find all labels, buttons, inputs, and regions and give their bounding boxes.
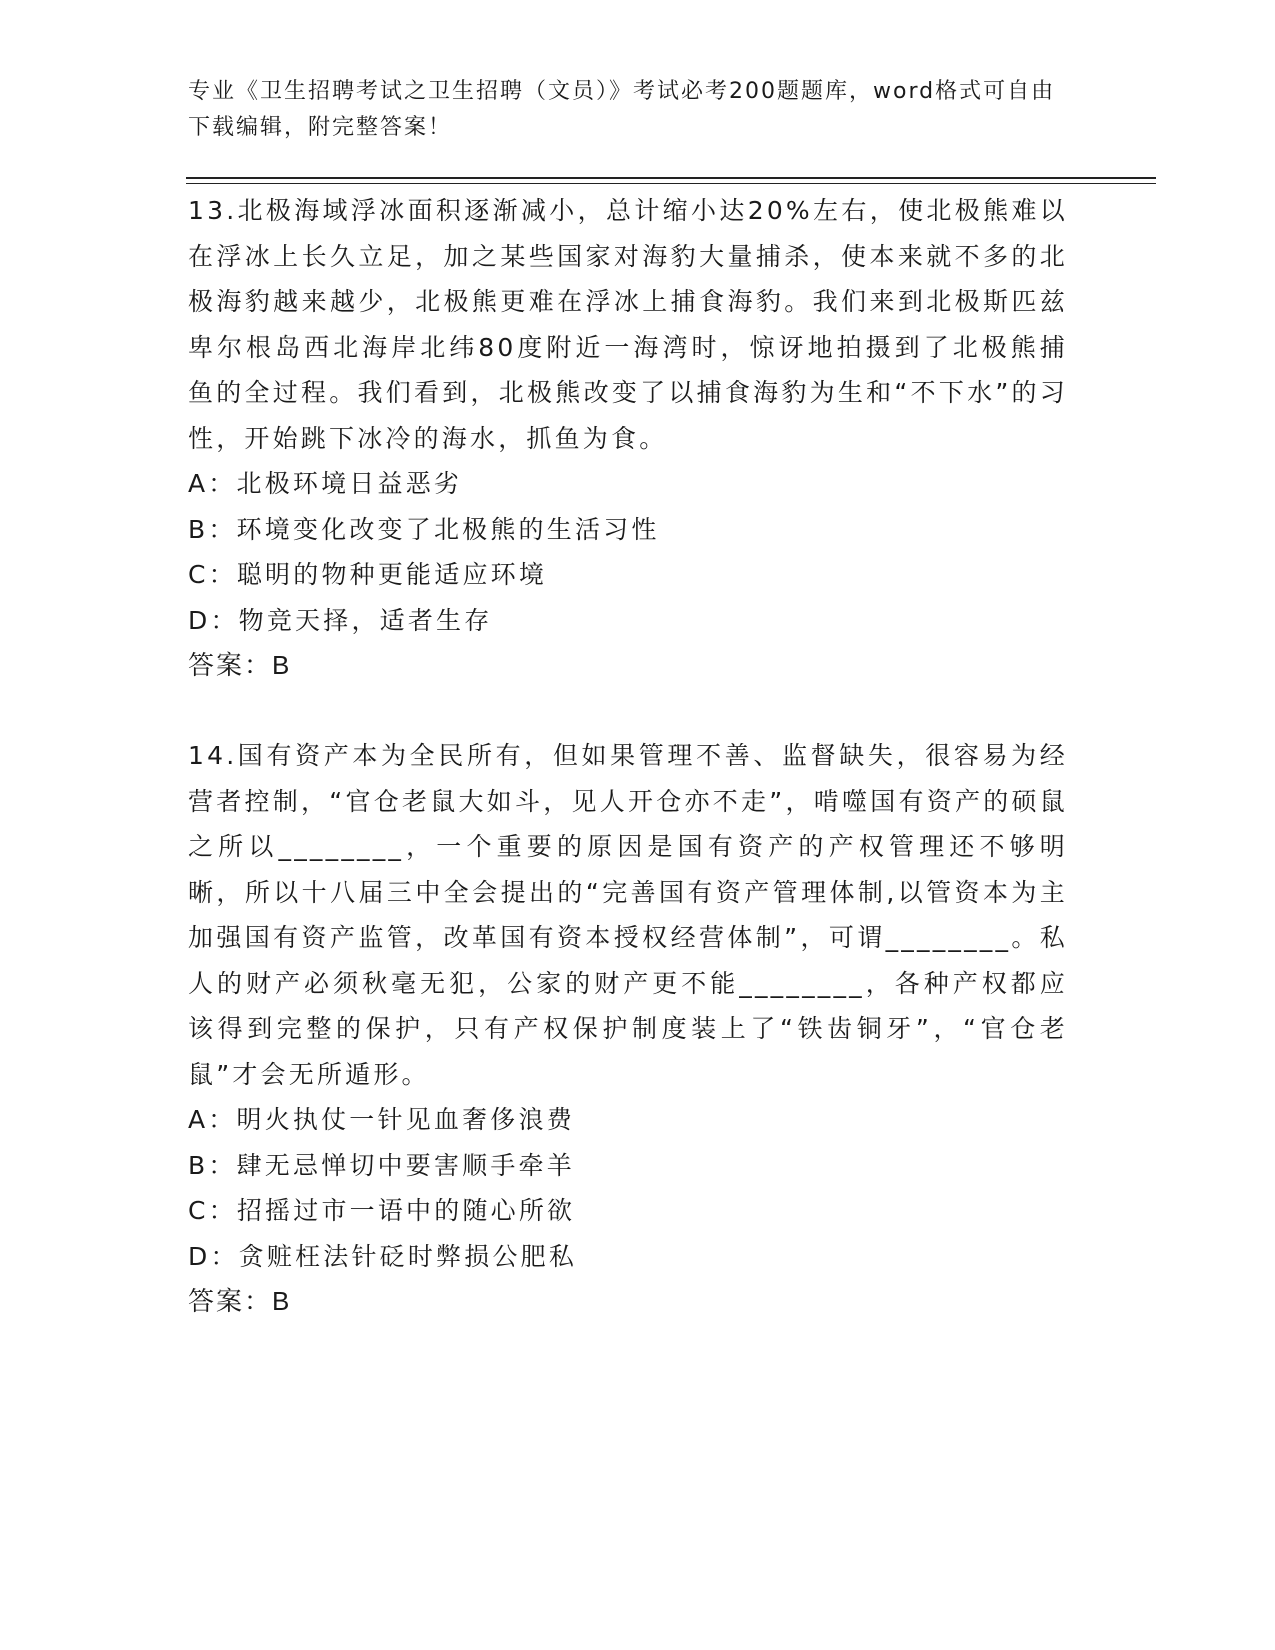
option-d: D：物竞天择，适者生存: [188, 605, 493, 635]
answer-line: 答案：B: [188, 1286, 292, 1316]
document-header: 专业《卫生招聘考试之卫生招聘（文员）》考试必考200题题库，word格式可自由下载编辑，附完整答案！: [188, 79, 1056, 140]
option-a: A：明火执仗一针见血奢侈浪费: [188, 1105, 575, 1134]
answer-line: 答案：B: [188, 650, 292, 680]
question-13: [188, 188, 1068, 689]
question-stem: 14.国有资产本为全民所有，但如果管理不善、监督缺失，很容易为经营者控制，“官仓老鼠大如斗，见人开仓亦不走”，啃噬国有资产的硕鼠之所以________，一个重要的原因是国有资产的产权管理还不够明晰，所以十八届三中全会提出的“完善国有资产管理体制,以管资本为主加强国有资产监管，改革国有资本授权经营体制”，可谓________。私人的财产必须秋毫无犯，公家的财产更不能________，各种产权都应该得到完整的保护，只有产权保护制度装上了“铁齿铜牙”，“官仓老鼠”才会无所遁形。: [188, 741, 1068, 1089]
option-a: A：北极环境日益恶劣: [188, 469, 463, 498]
option-b: B：环境变化改变了北极熊的生活习性: [188, 514, 660, 544]
header-divider-thin: [186, 183, 1156, 184]
option-b: B：肆无忌惮切中要害顺手牵羊: [188, 1150, 575, 1180]
header-divider-thick: [186, 177, 1156, 179]
question-14: [188, 733, 1068, 1325]
option-c: C：招摇过市一语中的随心所欲: [188, 1196, 576, 1225]
option-c: C：聪明的物种更能适应环境: [188, 560, 548, 589]
question-stem: 13.北极海域浮冰面积逐渐减小，总计缩小达20%左右，使北极熊难以在浮冰上长久立足，加之某些国家对海豹大量捕杀，使本来就不多的北极海豹越来越少，北极熊更难在浮冰上捕食海豹。我们来到北极斯匹兹卑尔根岛西北海岸北纬80度附近一海湾时，惊讶地拍摄到了北极熊捕鱼的全过程。我们看到，北极熊改变了以捕食海豹为生和“不下水”的习性，开始跳下冰冷的海水，抓鱼为食。: [188, 196, 1068, 453]
option-d: D：贪赃枉法针砭时弊损公肥私: [188, 1241, 578, 1271]
